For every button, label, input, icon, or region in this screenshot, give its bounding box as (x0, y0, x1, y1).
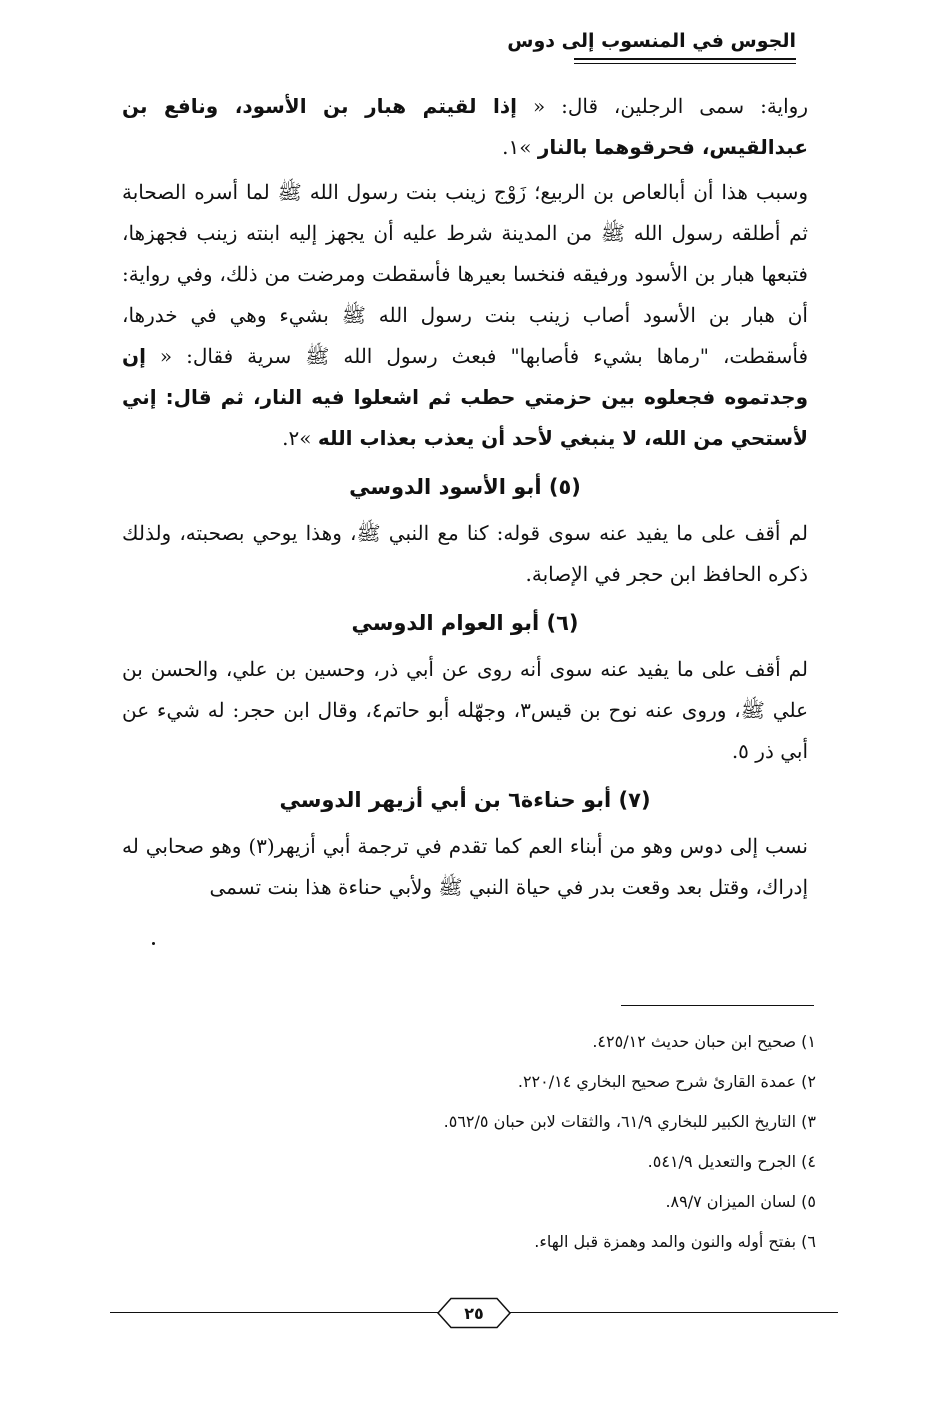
footnote-6: ٦) بفتح أوله والنون والمد وهمزة قبل الهاء. (534, 1232, 816, 1251)
section-heading-5: (٥) أبو الأسود الدوسي (349, 475, 581, 499)
section-text-7: نسب إلى دوس وهو من أبناء العم كما تقدم في ترجمة أبي أزيهر(٣) وهو صحابي له إدراك، وقتل بعد وقعت بدر في حياة النبي ﷺ ولأبي حناءة هذا بنت تسمى (122, 834, 809, 899)
paragraph-1-end: »١. (502, 135, 538, 159)
page-number: ٢٥ (464, 1303, 484, 1323)
section-text-6: لم أقف على ما يفيد عنه سوى أنه روى عن أبي ذر، وحسين بن علي، والحسن بن علي ﷺ، وروى عنه نوح بن قيس٣، وجهّله أبو حاتم٤، وقال ابن حجر: له شيء عن أبي ذر ٥. (122, 657, 809, 763)
paragraph-2-end: »٢. (282, 426, 318, 450)
running-head: الجوس في المنسوب إلى دوس (507, 30, 796, 52)
footnote-2: ٢) عمدة القارئ شرح صحيح البخاري ٢٢٠/١٤. (517, 1072, 816, 1091)
paragraph-2 (122, 172, 808, 459)
paragraph-1-quote: إذا لقيتم هبار بن الأسود، ونافع بن عبدالقيس، فحرقوهما بالنار (122, 94, 808, 159)
paragraph-1 (122, 86, 808, 168)
section-text-5: لم أقف على ما يفيد عنه سوى قوله: كنا مع النبي ﷺ، وهذا يوحي بصحبته، ولذلك ذكره الحافظ ابن حجر في الإصابة. (122, 521, 808, 586)
footnote-5: ٥) لسان الميزان ٨٩/٧. (665, 1192, 816, 1211)
paragraph-1-plain: رواية: سمى الرجلين، قال: « (517, 94, 808, 118)
section-heading-7: (٧) أبو حناءة٦ بن أبي أزيهر الدوسي (279, 788, 651, 812)
stray-dot (152, 942, 155, 945)
paragraph-2-quote: إن وجدتموه فجعلوه بين حزمتي حطب ثم اشعلوا فيه النار، ثم قال: إني لأستحي من الله، لا ينبغي لأحد أن يعذب بعذاب الله (122, 344, 808, 450)
paragraph-2-plain: وسبب هذا أن أبالعاص بن الربيع؛ زَوْج زينب بنت رسول الله ﷺ لما أسره الصحابة ثم أطلقه رسول الله ﷺ من المدينة شرط عليه أن يجهز إليه ابنته زينب فجهزها، فتبعها هبار بن الأسود ورفيقه فنخسا بعيرها فأسقطت ومرضت من ذلك، وفي رواية: أن هبار بن الأسود أصاب زينب بنت رسول الله ﷺ بشيء وهي في خدرها، فأسقطت، "رماها بشيء فأصابها" فبعث رسول الله ﷺ سرية فقال: « (122, 180, 808, 368)
footnote-4: ٤) الجرح والتعديل ٥٤١/٩. (647, 1152, 816, 1171)
footnote-rule (621, 1005, 814, 1006)
footnote-3: ٣) التاريخ الكبير للبخاري ٦١/٩، والثقات لابن حبان ٥٦٢/٥. (443, 1112, 816, 1131)
header-rule-thick (574, 58, 796, 60)
section-heading-6: (٦) أبو العوام الدوسي (351, 611, 579, 635)
main-text (122, 86, 808, 912)
footnotes-list (126, 1022, 816, 1262)
footnote-1: ١) صحيح ابن حبان حديث ٤٢٥/١٢. (592, 1032, 816, 1051)
header-rule-thin (574, 63, 796, 64)
